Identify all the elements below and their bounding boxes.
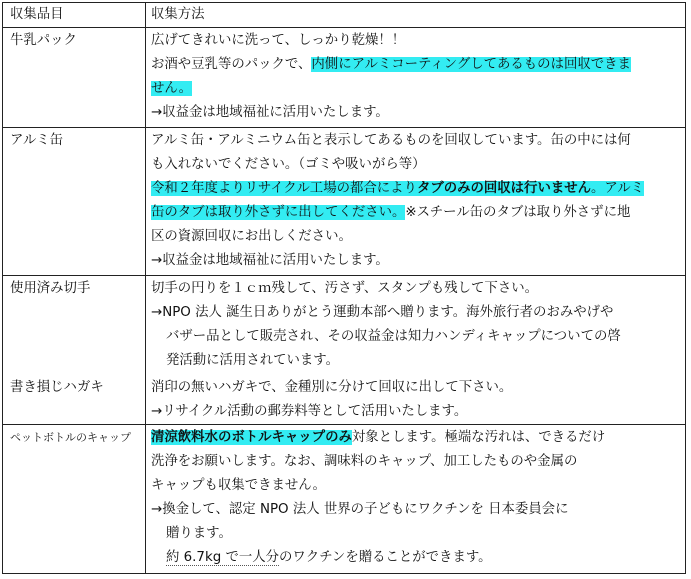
item-label-stamp: 使用済み切手 bbox=[10, 281, 91, 296]
method-text: ※スチール缶のタブは取り外さずに地 bbox=[405, 205, 631, 220]
method-line bbox=[151, 53, 631, 77]
method-line: も入れないでください。（ゴミや吸いがら等） bbox=[151, 157, 426, 172]
row-divider bbox=[3, 127, 685, 128]
method-line bbox=[151, 177, 644, 201]
method-line bbox=[151, 77, 192, 101]
method-line: 切手の円りを１ｃｍ残して、汚さず、スタンプも残して下さい。 bbox=[151, 281, 538, 296]
item-label-bottle-cap: ペットボトルのキャップ bbox=[10, 431, 131, 444]
method-line: →換金して、認定 NPO 法人 世界の子どもにワクチンを 日本委員会に bbox=[151, 502, 569, 517]
collection-table bbox=[2, 2, 686, 574]
method-line: 消印の無いハガキで、金種別に分けて回収に出して下さい。 bbox=[151, 380, 513, 395]
method-line bbox=[166, 546, 492, 570]
method-text: のワクチンを贈ることができます。 bbox=[279, 550, 492, 565]
method-line bbox=[151, 426, 605, 450]
item-label-postcard: 書き損じハガキ bbox=[10, 380, 104, 395]
method-line: 贈ります。 bbox=[166, 526, 232, 541]
method-line: アルミ缶・アルミニウム缶と表示してあるものを回収しています。缶の中には何 bbox=[151, 133, 631, 148]
item-label-can: アルミ缶 bbox=[10, 133, 64, 148]
highlighted-text bbox=[151, 181, 644, 196]
method-text: 対象とします。極端な汚れは、できるだけ bbox=[351, 430, 606, 445]
highlighted-text: せん。 bbox=[151, 81, 192, 96]
header-method-col: 収集方法 bbox=[151, 7, 205, 22]
method-line: →収益金は地域福祉に活用いたします。 bbox=[151, 253, 389, 268]
highlighted-text: 缶のタブは取り外さずに出してください。 bbox=[151, 205, 406, 220]
method-line: キャップも収集できません。 bbox=[151, 478, 326, 493]
row-divider bbox=[3, 27, 685, 28]
highlighted-text: 令和２年度よりリサイクル工場の都合により bbox=[151, 181, 417, 196]
bold-highlighted-text: タブのみの回収は行いません bbox=[416, 181, 592, 196]
dotted-underline-text: 約 6.7kg で一人分 bbox=[166, 550, 280, 565]
method-text: お酒や豆乳等のパックで、 bbox=[151, 57, 312, 72]
bold-highlighted-text: 清涼飲料水のボトルキャップのみ bbox=[151, 430, 352, 445]
method-line: →NPO 法人 誕生日ありがとう運動本部へ贈ります。海外旅行者のおみやげや bbox=[151, 305, 614, 320]
method-line: 洗浄をお願いします。なお、調味料のキャップ、加工したものや金属の bbox=[151, 454, 578, 469]
row-divider bbox=[3, 275, 685, 276]
method-line: 発活動に活用されています。 bbox=[166, 353, 340, 368]
method-line bbox=[151, 201, 630, 225]
method-line: →リサイクル活動の郵券料等として活用いたします。 bbox=[151, 404, 468, 419]
method-line: →収益金は地域福祉に活用いたします。 bbox=[151, 105, 389, 120]
highlighted-text: 。アルミ bbox=[591, 181, 645, 196]
item-label-milk-pack: 牛乳パック bbox=[10, 33, 77, 48]
header-item-col: 収集品目 bbox=[10, 7, 64, 22]
column-divider bbox=[145, 3, 146, 573]
highlighted-text: 内側にアルミコーティングしてあるものは回収できま bbox=[311, 57, 631, 72]
method-line: バザー品として販売され、その収益金は知力ハンディキャップについての啓 bbox=[166, 329, 621, 344]
row-divider bbox=[3, 424, 685, 425]
method-line: 区の資源回収にお出しください。 bbox=[151, 229, 352, 244]
method-line: 広げてきれいに洗って、しっかり乾燥！！ bbox=[151, 33, 406, 48]
